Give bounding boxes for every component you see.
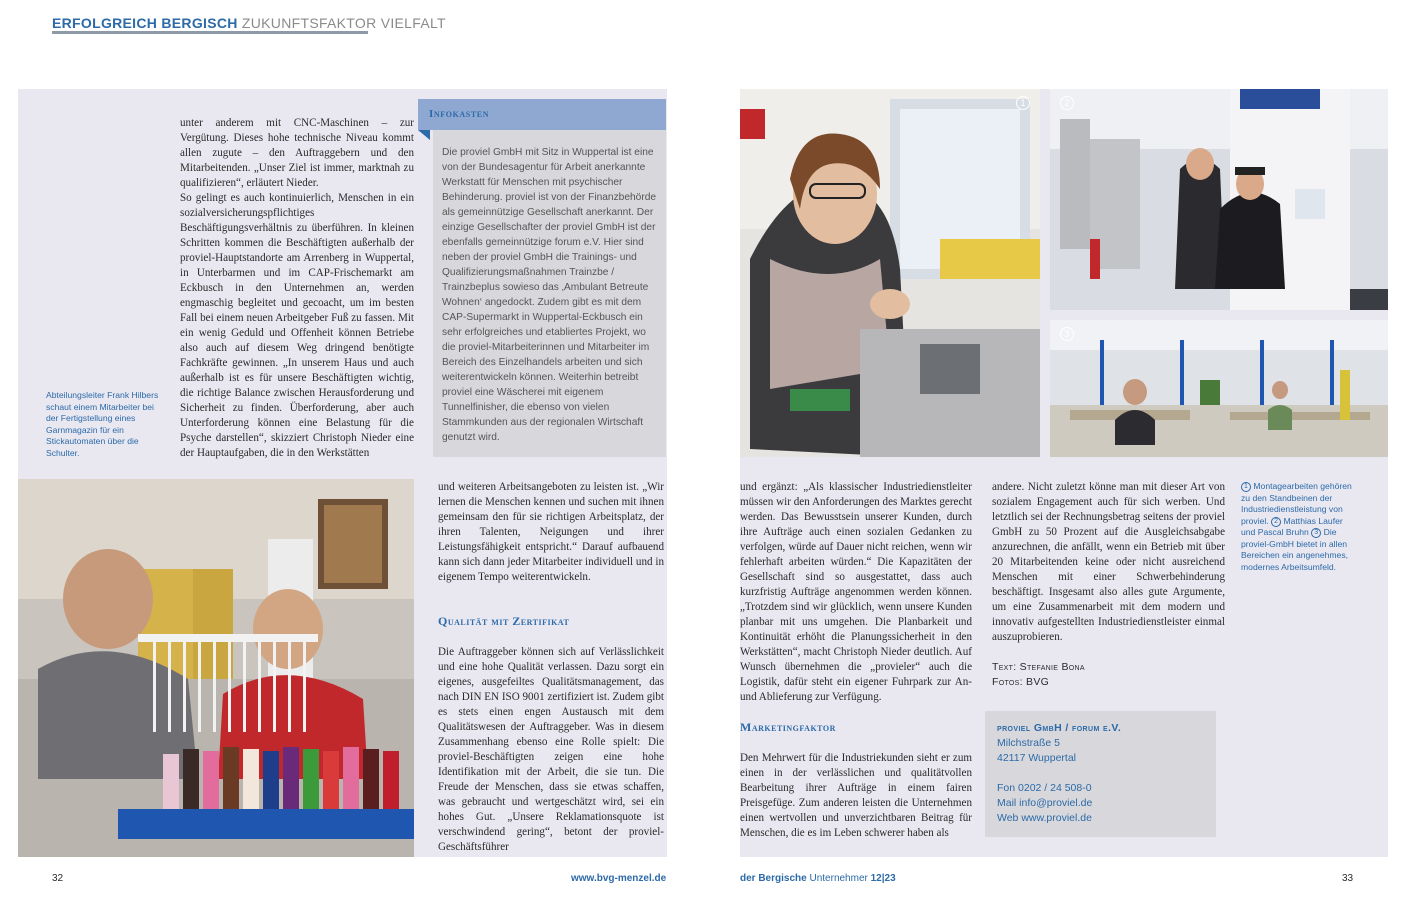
hall-photo: [1050, 320, 1388, 457]
subhead-marketingfaktor: Marketingfaktor: [740, 720, 836, 734]
page-number-left: 32: [52, 873, 64, 884]
montage-photo: [740, 89, 1040, 457]
photo-number-2: 2: [1060, 96, 1074, 110]
contact-street: Milchstraße 5: [997, 737, 1061, 749]
page-number-right: 33: [1342, 873, 1354, 884]
left-column-2-bottom: Die Auftraggeber können sich auf Verlässlichkeit und eine hohe Qualität verlassen. Dazu sorgt ein eigenes, ausgefeiltes Qualitätsmanagement, das nach DIN EN ISO 9001 zertifiziert ist. Zudem gibt es stets einen engen Austausch mit dem Qualitätswesen der Auftraggeber. Was in diesem Zusammenhang ebenso eine Rolle spielt: Die proviel-Beschäftigten zeigen eine hohe Identifikation mit der Arbeit, die sie tun. Die Freude der Menschen, dass sie etwas schaffen, was gebraucht und wertgeschätzt wird, sei ein hohes Gut. „Unsere Reklamationsquote ist verschwindend gering“, betont der proviel-Geschäftsführer: [438, 646, 664, 853]
contact-city: 42117 Wuppertal: [997, 752, 1077, 764]
kicker-rule: [52, 31, 368, 34]
footer-magazine: [740, 873, 896, 884]
kicker-strong: ERFOLGREICH BERGISCH: [52, 15, 238, 31]
workshop-photo: [18, 479, 414, 857]
magazine-name: der Bergische: [740, 873, 807, 884]
left-column-1: [180, 116, 414, 461]
left-column-2-top: und weiteren Arbeitsangeboten zu leisten ist. „Wir lernen die Menschen kennen und suchen mit ihnen gemeinsam den für sie richtigen Arbeitsplatz, der ihren Talenten, Neigungen und ihrer Leistungsfähigkeit entspricht.“ Darauf aufbauend kann sich dann jeder Mitarbeiter individuell und in eigenem Tempo weiterentwickeln.: [438, 481, 664, 583]
footer-url[interactable]: www.bvg-menzel.de: [571, 873, 667, 884]
workshop-photo-illustration: [18, 479, 414, 857]
section-kicker: [52, 14, 446, 32]
infobox-title: Infokasten: [429, 108, 490, 120]
right-column-2: andere. Nicht zuletzt könne man mit dieser Art von sozialem Engagement auch für sich werben. Und letztlich sei der Rechnungsbetrag seitens der proviel GmbH zu 50 Prozent auf die Ausgleichsabgabe anzurechnen, die anfällt, wenn ein Betrieb mit über 20 Mitarbeitenden keine oder nicht ausreichend Menschen mit einer Schwerbehinderung beschäftigt. Insgesamt also alles gute Argumente, um eine Zusammenarbeit mit dem modern und innovativ aufgestellten Industriedienstleister einmal auszuprobieren.: [992, 481, 1225, 643]
montage-photo-illustration: [740, 89, 1040, 457]
caption-text-2: Matthias Laufer und Pascal Bruhn: [1241, 515, 1343, 537]
contact-name: proviel GmbH / forum e.V.: [997, 722, 1122, 734]
contact-web[interactable]: Web www.proviel.de: [997, 812, 1092, 824]
magazine-subtitle: Unternehmer: [809, 873, 868, 884]
caption-number-1: 1: [1241, 482, 1251, 492]
contact-mail[interactable]: Mail info@proviel.de: [997, 797, 1093, 809]
contact-text: [997, 721, 1121, 826]
machine-photo-illustration: [1050, 89, 1388, 310]
credits: [992, 660, 1085, 690]
caption-number-2: 2: [1271, 517, 1281, 527]
caption-text-1: Montagearbeiten gehören zu den Standbeinen der Industriedienstleistung von proviel.: [1241, 481, 1352, 526]
credit-text: Text: Stefanie Bona: [992, 661, 1085, 673]
infobox-fold: [418, 130, 430, 140]
subhead-qualitaet: Qualität mit Zertifikat: [438, 614, 570, 628]
kicker-light: ZUKUNFTSFAKTOR VIELFALT: [241, 15, 446, 31]
right-column-1-bottom: Den Mehrwert für die Industriekunden sieht er zum einen in der verlässlichen und qualitätvollen Bearbeitung ihrer Aufträge in einem fairen Preisgefüge. Zum anderen leisten die Unternehmen einen wertvollen und unverzichtbaren Beitrag für Menschen, die es im Leben schwerer haben als: [740, 752, 972, 839]
magazine-issue: 12|23: [870, 873, 896, 884]
paragraph: unter anderem mit CNC-Maschinen – zur Vergütung. Dieses hohe technische Niveau kommt allen zugute – den Auftraggebern und den Mitarbeitenden. „Unser Ziel ist immer, marktnah zu qualifizieren“, erläutert Nieder.: [180, 117, 414, 189]
infobox-header: [418, 99, 666, 130]
left-photo-caption: Abteilungsleiter Frank Hilbers schaut einem Mitarbeiter bei der Fertigstellung eines Garnmagazin für ein Stickautomaten über die Schulter.: [46, 390, 159, 458]
photo-number-3: 3: [1060, 327, 1074, 341]
photo-number-1: 1: [1016, 96, 1030, 110]
right-column-1-top: und ergänzt: „Als klassischer Industriedienstleiter müssen wir den Anforderungen des Marktes gerecht werden. Das Bewusstsein unserer Kunden, durch ihre Aufträge auch einen sozialen Gedanken zu verfolgen, würde auf Dauer nicht reichen, wenn wir fehlerhaft arbeiten würden.“ Die Kapazitäten der Gesellschaft sind so ausgestattet, dass auch kurzfristig Aufträge angenommen werden können. „Trotzdem sind wir glücklich, wenn unsere Kunden planbar mit uns umgehen. Die Planbarkeit und Kontinuität erhöht die Planungssicherheit in den Werkstätten“, macht Christoph Nieder deutlich. Auf Wunsch übernehmen die „provieler“ auch die Logistik, dafür steht ein eigener Fuhrpark zur An- und Ablieferung zur Verfügung.: [740, 481, 972, 703]
paragraph: So gelingt es auch kontinuierlich, Menschen in ein sozialversicherungspflichtiges Beschäftigungsverhältnis zu überführen. In kleinen Schritten kommen die Beschäftigten außerhalb der proviel-Hauptstandorte am Arrenberg in Wuppertal, in Unterbarmen und im CAP-Frischemarkt am Eckbusch in den Unternehmen an, werden engmaschig begleitet und gecoacht, um im besten Fall bei einem neuen Arbeitgeber Fuß zu fassen. Mit ein wenig Geduld und Offenheit können Betriebe also auch auf diesem Weg dringend benötigte Fachkräfte gewinnen. „In unserem Haus und auch außerhalb ist es für unsere Beschäftigten wichtig, die richtige Balance zwischen Herausforderung und Sicherheit zu finden. Überforderung, aber auch Unterforderung können eine Belastung für die Psyche darstellen“, skizziert Christoph Nieder eine der Hauptaufgaben, die in den Werkstätten: [180, 192, 414, 459]
infobox-text: Die proviel GmbH mit Sitz in Wuppertal ist eine von der Bundesagentur für Arbeit anerkannte Werkstatt für Menschen mit psychischer Behinderung. proviel ist von der Finanzbehörde als gemeinnützige Gesellschaft anerkannt. Der einzige Gesellschafter der proviel GmbH ist der ebenfalls gemeinnützige forum e.V. Hier sind neben der proviel GmbH die Trainings- und Qualifizierungsmaßnahmen Trainzbe / Trainzbeplus sowieso das ‚Ambulant Betreute Wohnen‘ angedockt. Zudem gibt es mit dem CAP-Supermarkt in Wuppertal-Eckbusch ein sehr erfolgreiches und etabliertes Projekt, wo die proviel-Mitarbeiterinnen und Mitarbeiter im Bereich des Einzelhandels arbeiten und sich weiterentwickeln können. Weiterhin betreibt proviel eine Wäscherei mit eigenem Tunnelfinisher, die ebenso von vielen Stammkunden aus der regionalen Wirtschaft genutzt wird.: [442, 147, 657, 443]
caption-text-3: Die proviel-GmbH bietet in allen Bereichen ein angenehmes, modernes Arbeitsumfeld.: [1241, 527, 1349, 572]
contact-phone: Fon 0202 / 24 508-0: [997, 782, 1092, 794]
hall-photo-illustration: [1050, 320, 1388, 457]
machine-photo: [1050, 89, 1388, 310]
right-photo-caption: [1241, 481, 1356, 573]
credit-photos: Fotos: BVG: [992, 676, 1050, 688]
caption-number-3: 3: [1311, 528, 1321, 538]
